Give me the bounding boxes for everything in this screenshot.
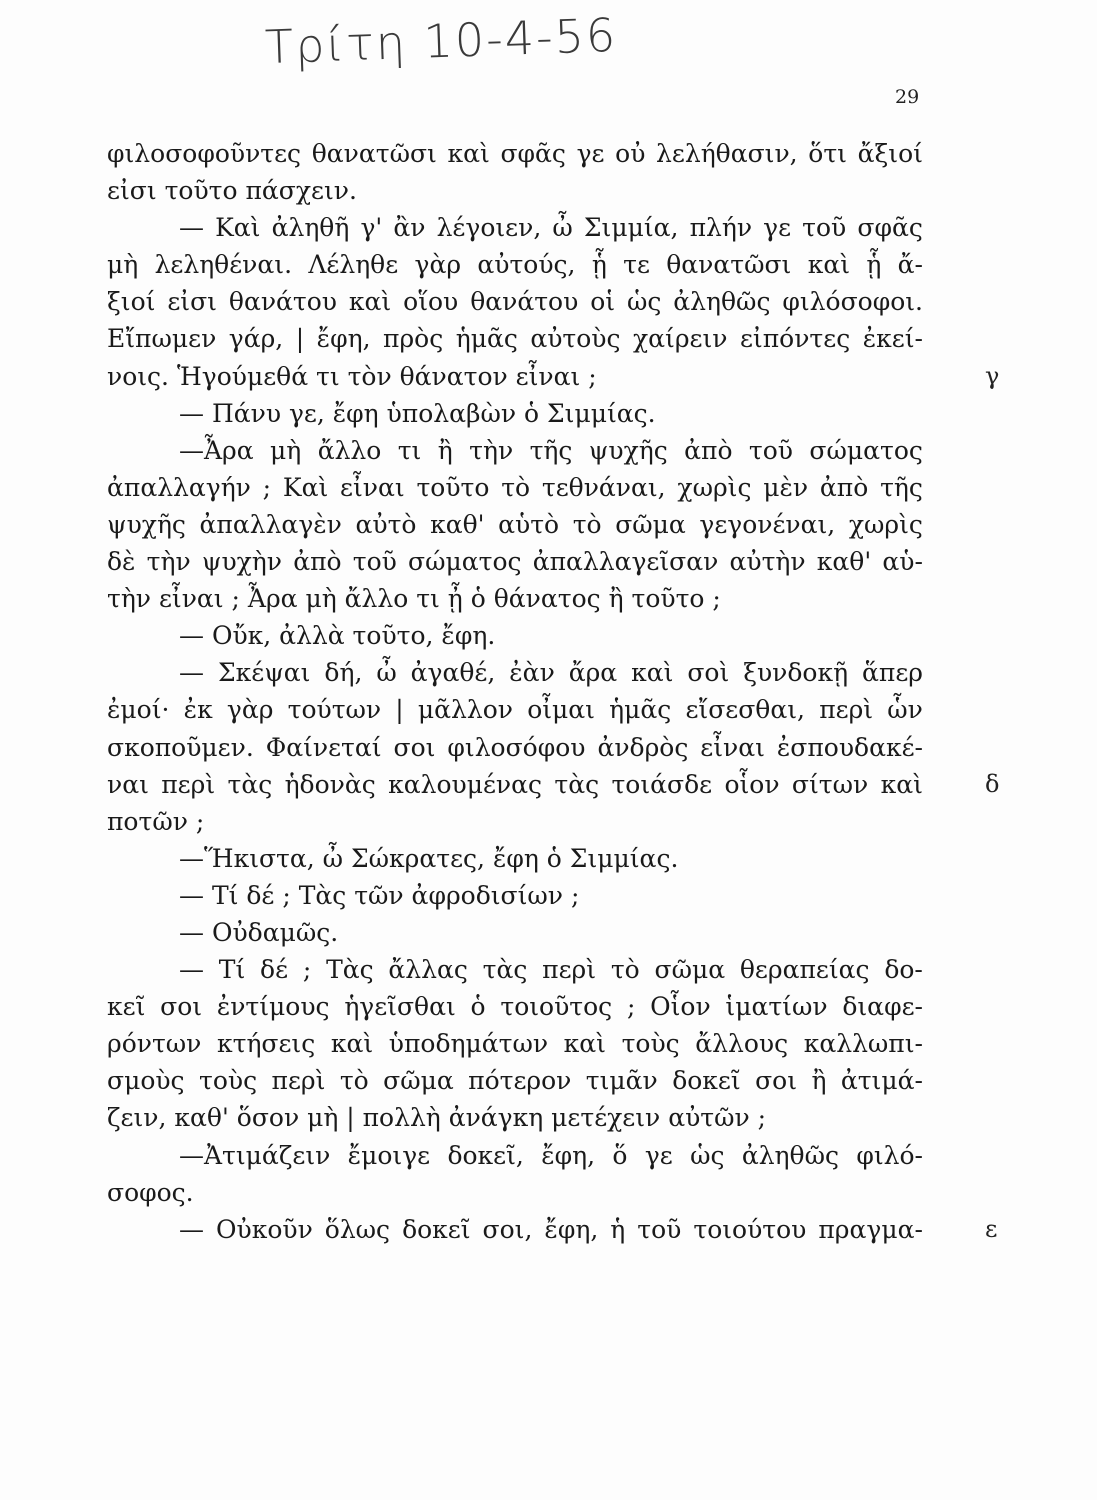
text-line xyxy=(107,1062,923,1099)
word: τοῦ xyxy=(637,1214,682,1244)
word: αὐτούς, xyxy=(477,250,576,280)
word: φιλοσόφου xyxy=(447,732,586,762)
word: φιλόσοφοι. xyxy=(782,287,923,317)
word: χωρὶς xyxy=(848,509,923,539)
word: οὐ xyxy=(615,139,646,168)
word: γὰρ xyxy=(414,250,462,280)
word: ἄλλο xyxy=(317,435,382,465)
word: τοῦ xyxy=(352,547,397,577)
word: χωρὶς xyxy=(677,472,752,502)
text-line xyxy=(107,172,923,209)
word: ἐμοί· xyxy=(107,695,170,725)
text-line xyxy=(107,766,923,803)
line-text: — Τί δέ ; Τὰς τῶν ἀφροδισίων ; xyxy=(179,880,580,910)
word: Σιμμία, xyxy=(583,213,679,243)
word: δή, xyxy=(324,658,363,688)
word: ἔφη, xyxy=(316,324,371,354)
word: τῆς xyxy=(529,435,573,465)
word: ψυχῆς xyxy=(107,509,186,539)
word: εἰπόντες xyxy=(739,324,851,354)
word: ἀπαλλαγεῖσαν xyxy=(532,547,719,577)
word: περὶ xyxy=(542,955,597,985)
line-text: — Πάνυ γε, ἔφη ὑπολαβὼν ὁ Σιμμίας. xyxy=(179,398,656,428)
word: καὶ xyxy=(563,1029,606,1059)
text-line xyxy=(107,469,923,506)
text-line xyxy=(107,432,923,469)
word: ἅπερ xyxy=(862,658,923,688)
word: ᾗ xyxy=(591,250,607,280)
word: σώματος xyxy=(408,547,522,577)
word: ἀπὸ xyxy=(684,435,733,465)
word: σοι xyxy=(160,992,203,1022)
word: θανάτου xyxy=(228,287,337,317)
word: Λέληθε xyxy=(308,250,399,280)
line-text: εἰσι τοῦτο πάσχειν. xyxy=(107,176,357,206)
word: καὶ xyxy=(348,287,392,317)
word: τοὺς xyxy=(199,1066,258,1096)
line-text: τὴν εἶναι ; Ἆρα μὴ ἄλλο τι ᾖ ὁ θάνατος ἢ τοῦτο ; xyxy=(107,584,721,614)
word: σφᾶς xyxy=(500,139,566,168)
word: σώματος xyxy=(809,435,923,465)
word: ἄλλους xyxy=(695,1029,789,1059)
text-line xyxy=(107,580,923,617)
word: θεραπείας xyxy=(739,955,870,985)
word: σφᾶς xyxy=(857,213,923,243)
word: ψυχὴν xyxy=(201,547,282,577)
word: ψυχῆς xyxy=(588,435,668,465)
word: ρόντων xyxy=(107,1029,202,1059)
word: ναι xyxy=(107,769,149,799)
word: ἀληθῆ xyxy=(271,213,350,243)
word: τε xyxy=(623,250,650,280)
word: ἐὰν xyxy=(509,658,555,688)
word: πότερον xyxy=(468,1066,572,1096)
text-line xyxy=(107,877,923,914)
word: γὰρ xyxy=(226,695,274,725)
word: ; xyxy=(262,472,272,502)
word: ὑποδημάτων xyxy=(388,1029,549,1059)
text-line xyxy=(107,654,923,691)
word: — xyxy=(179,658,204,688)
word: ὅλως xyxy=(324,1214,391,1244)
margin-section-mark: δ xyxy=(985,769,1000,798)
text-line xyxy=(107,209,923,246)
word: δο- xyxy=(884,955,923,985)
word: ὦ xyxy=(552,213,573,243)
word: γε xyxy=(763,213,792,243)
word: ὅτι xyxy=(808,139,847,168)
word: ἀληθῶς xyxy=(741,1140,839,1170)
word: λελήθασιν, xyxy=(656,139,798,168)
text-line xyxy=(107,320,923,357)
word: λεληθέναι. xyxy=(154,250,293,280)
word: — xyxy=(179,213,204,243)
word: γ' xyxy=(360,213,383,243)
word: σῶμα xyxy=(383,1066,454,1096)
line-text: — Οὔκ, ἀλλὰ τοῦτο, ἔφη. xyxy=(179,621,496,651)
word: ; xyxy=(302,955,312,985)
text-line xyxy=(107,729,923,766)
word: τὴν xyxy=(469,435,514,465)
word: ἀπαλλαγήν xyxy=(107,472,251,502)
word: ὅ xyxy=(612,1140,628,1170)
word: ὁ xyxy=(470,992,486,1022)
word: γεγονέναι, xyxy=(699,509,836,539)
line-text: σοφος. xyxy=(107,1177,194,1207)
word: ἂν xyxy=(393,213,426,243)
word: ἀπὸ xyxy=(293,547,342,577)
word: καὶ xyxy=(880,769,923,799)
word: εἶναι xyxy=(700,732,765,762)
word: ἡ xyxy=(610,1214,626,1244)
word: ἔφη, xyxy=(541,1140,596,1170)
margin-section-mark: ε xyxy=(985,1214,998,1243)
word: δοκεῖ xyxy=(672,1066,741,1096)
word: τῆς xyxy=(880,472,923,502)
text-line xyxy=(107,691,923,728)
word: τοῦ xyxy=(748,435,794,465)
word: ξιοί xyxy=(107,287,156,317)
word: θανατῶσι xyxy=(666,250,792,280)
word: περὶ xyxy=(819,695,874,725)
word: χαίρειν xyxy=(633,324,728,354)
word: σῶμα xyxy=(615,509,686,539)
word: τὰς xyxy=(482,955,528,985)
word: οἱ xyxy=(590,287,616,317)
text-line xyxy=(107,358,923,395)
word: οἵου xyxy=(403,287,459,317)
word: ἱματίων xyxy=(725,992,828,1022)
word: πρὸς xyxy=(383,324,444,354)
word: τὸ xyxy=(572,509,602,539)
word: τὰς xyxy=(554,769,600,799)
word: ὧν xyxy=(887,695,923,725)
word: διαφε- xyxy=(842,992,923,1022)
word: φιλό- xyxy=(856,1140,923,1170)
word: ὡς xyxy=(626,287,662,317)
word: τοιοῦτος xyxy=(500,992,613,1022)
word: θανάτου xyxy=(470,287,579,317)
word: τι xyxy=(397,435,422,465)
word: δοκεῖ, xyxy=(447,1140,524,1170)
word: ἔμοιγε xyxy=(347,1140,431,1170)
body-text xyxy=(107,135,923,1248)
word: εἶναι xyxy=(340,472,405,502)
word: σοι, xyxy=(482,1214,533,1244)
word: ᾗ xyxy=(866,250,882,280)
word: ἔφη, xyxy=(544,1214,599,1244)
word: Τί xyxy=(218,955,246,985)
word: Οὐκοῦν xyxy=(216,1214,313,1244)
word: πλήν xyxy=(689,213,753,243)
word: τὴν xyxy=(146,547,191,577)
word: τούτων xyxy=(287,695,382,725)
word: ἡδονὰς xyxy=(284,769,376,799)
text-line xyxy=(107,1137,923,1174)
word: ὡς xyxy=(690,1140,725,1170)
word: Καὶ xyxy=(282,472,329,502)
page-number: 29 xyxy=(895,86,920,108)
text-line xyxy=(107,951,923,988)
text-line xyxy=(107,135,923,172)
word: αὐτοὺς xyxy=(530,324,621,354)
word: σκοποῦμεν. xyxy=(107,732,254,762)
word: μὲν xyxy=(763,472,809,502)
word: ἀτιμά- xyxy=(840,1066,923,1096)
text-line xyxy=(107,543,923,580)
line-text: ζειν, καθ' ὅσον μὴ | πολλὴ ἀνάγκη μετέχειν αὐτῶν ; xyxy=(107,1103,767,1133)
word: ἐντίμους xyxy=(216,992,330,1022)
word: σμοὺς xyxy=(107,1066,185,1096)
word: γε xyxy=(644,1140,673,1170)
word: γε xyxy=(576,139,605,168)
word: Τὰς xyxy=(326,955,374,985)
word: ; xyxy=(626,992,636,1022)
word: — xyxy=(179,1214,204,1244)
word: δὲ xyxy=(107,547,136,577)
word: σοι xyxy=(755,1066,798,1096)
word: καὶ xyxy=(447,139,490,168)
word: περὶ xyxy=(271,1066,326,1096)
word: καὶ xyxy=(807,250,850,280)
line-text: —Ἥκιστα, ὦ Σώκρατες, ἔφη ὁ Σιμμίας. xyxy=(179,843,679,873)
word: αὑ- xyxy=(882,547,923,577)
word: Σκέψαι xyxy=(217,658,311,688)
word: μᾶλλον xyxy=(417,695,513,725)
word: περὶ xyxy=(161,769,216,799)
word: μὴ xyxy=(270,435,302,465)
word: κεῖ xyxy=(107,992,146,1022)
word: ἀπαλλαγὲν xyxy=(199,509,342,539)
word: φιλοσοφοῦντες xyxy=(107,139,302,168)
word: τὸ xyxy=(501,472,531,502)
word: —Ἆρα xyxy=(179,435,254,465)
word: οἶμαι xyxy=(527,695,595,725)
word: ἀληθῶς xyxy=(673,287,771,317)
word: ὦ xyxy=(376,658,397,688)
word: ἢ xyxy=(437,435,453,465)
word: τοιάσδε xyxy=(611,769,713,799)
word: σοὶ xyxy=(687,658,730,688)
word: ἀγαθέ, xyxy=(410,658,496,688)
word: ξυνδοκῇ xyxy=(743,658,849,688)
text-line xyxy=(107,1025,923,1062)
word: οἷον xyxy=(724,769,780,799)
word: εἰσι xyxy=(167,287,217,317)
word: | xyxy=(295,324,305,354)
word: τὰς xyxy=(227,769,273,799)
word: αὐτὴν xyxy=(729,547,806,577)
word: ἄλλας xyxy=(388,955,468,985)
word: πραγμα- xyxy=(818,1214,923,1244)
word: ἀπὸ xyxy=(819,472,869,502)
word: ἐκεί- xyxy=(862,324,923,354)
line-text: ποτῶν ; xyxy=(107,806,205,836)
word: ἄρα xyxy=(568,658,618,688)
word: τοιούτου xyxy=(693,1214,807,1244)
word: δέ xyxy=(260,955,289,985)
text-line xyxy=(107,803,923,840)
word: καθ' xyxy=(430,509,485,539)
text-line xyxy=(107,988,923,1025)
margin-section-mark: γ xyxy=(985,361,1000,390)
word: ἡγεῖσθαι xyxy=(344,992,456,1022)
text-line xyxy=(107,914,923,951)
word: Καὶ xyxy=(215,213,261,243)
word: μὴ xyxy=(107,250,139,280)
word: σίτων xyxy=(791,769,869,799)
word: ἢ xyxy=(811,1066,827,1096)
word: — xyxy=(179,955,204,985)
text-line xyxy=(107,395,923,432)
word: ἡμᾶς xyxy=(609,695,672,725)
word: τὸ xyxy=(610,955,640,985)
text-line xyxy=(107,1099,923,1136)
word: δοκεῖ xyxy=(402,1214,471,1244)
line-text: — Οὐδαμῶς. xyxy=(179,917,339,947)
word: σοι xyxy=(393,732,436,762)
text-line xyxy=(107,840,923,877)
text-line xyxy=(107,1174,923,1211)
word: καὶ xyxy=(330,1029,374,1059)
word: —Ἀτιμάζειν xyxy=(179,1140,331,1170)
word: καλουμένας xyxy=(388,769,542,799)
word: γάρ, xyxy=(228,324,284,354)
word: ἀνδρὸς xyxy=(597,732,689,762)
word: τοὺς xyxy=(621,1029,680,1059)
text-line xyxy=(107,246,923,283)
word: αὐτὸ xyxy=(355,509,417,539)
word: ἡμᾶς xyxy=(455,324,518,354)
word: Οἷον xyxy=(650,992,711,1022)
word: | xyxy=(395,695,404,725)
word: καλλωπι- xyxy=(803,1029,923,1059)
word: κτήσεις xyxy=(216,1029,316,1059)
text-line xyxy=(107,1211,923,1248)
word: τοῦτο xyxy=(416,472,490,502)
word: τεθνάναι, xyxy=(541,472,666,502)
word: καθ' xyxy=(816,547,872,577)
word: θανατῶσι xyxy=(311,139,437,168)
word: καὶ xyxy=(631,658,674,688)
word: ἄ- xyxy=(897,250,923,280)
word: αὑτὸ xyxy=(498,509,560,539)
word: ἐκ xyxy=(183,695,213,725)
line-text: νοις. Ἡγούμεθά τι τὸν θάνατον εἶναι ; xyxy=(107,361,597,391)
handwritten-date-note: Τρίτη 10-4-56 xyxy=(264,7,618,75)
text-line xyxy=(107,506,923,543)
word: Φαίνεταί xyxy=(265,732,382,762)
word: τὸ xyxy=(339,1066,369,1096)
text-line xyxy=(107,617,923,654)
word: τοῦ xyxy=(802,213,847,243)
text-line xyxy=(107,283,923,320)
word: εἴσεσθαι, xyxy=(685,695,805,725)
word: Εἴπωμεν xyxy=(107,324,217,354)
word: τιμᾶν xyxy=(585,1066,658,1096)
word: σῶμα xyxy=(654,955,726,985)
word: ἐσπουδακέ- xyxy=(776,732,923,762)
word: ἄξιοί xyxy=(857,139,923,168)
word: λέγοιεν, xyxy=(436,213,542,243)
